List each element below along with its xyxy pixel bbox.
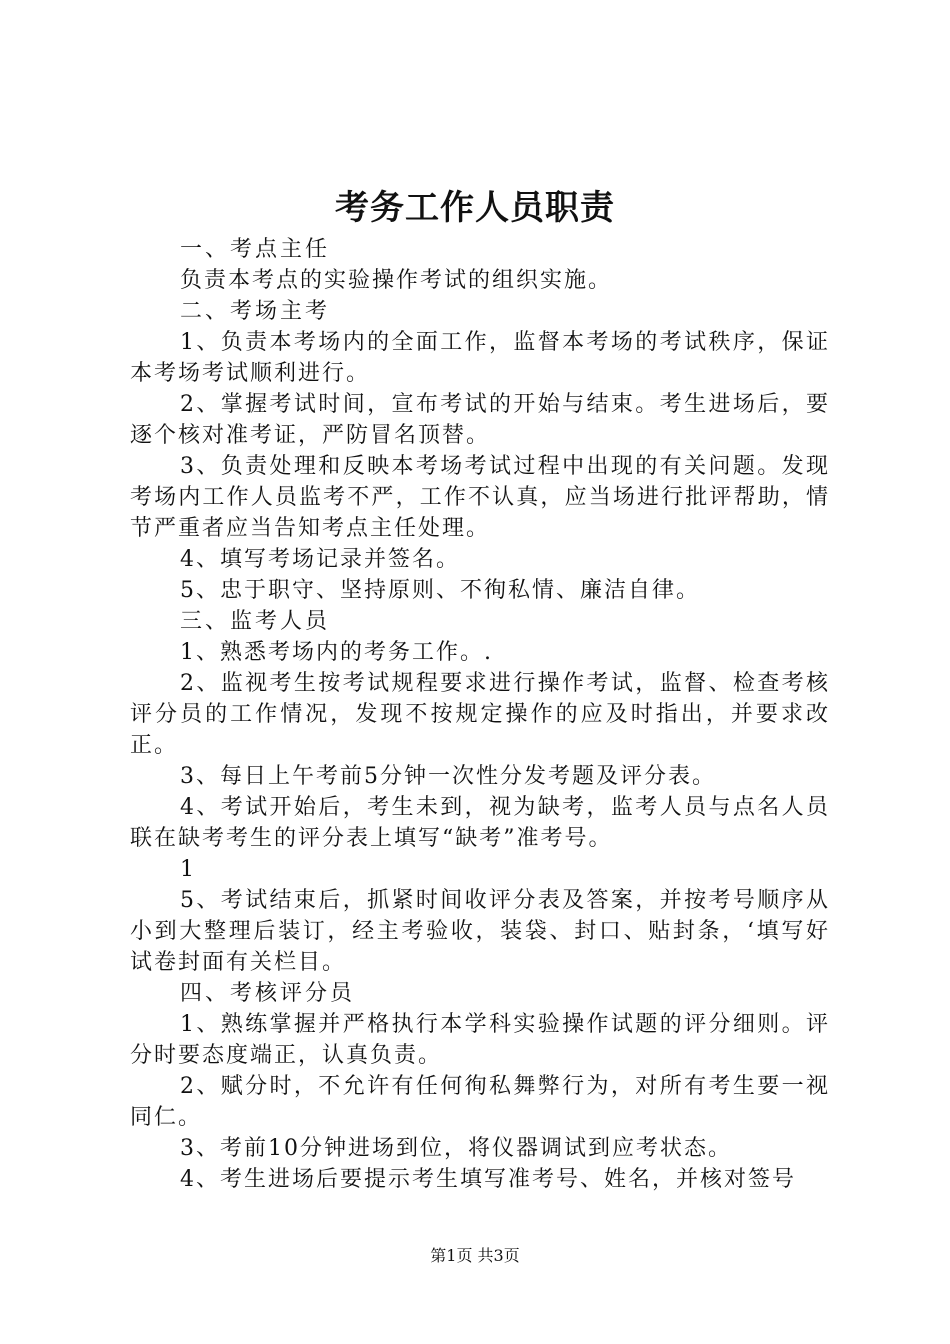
paragraph: 3、每日上午考前5分钟一次性分发考题及评分表。: [180, 764, 716, 789]
section-heading: 二、考场主考: [180, 299, 331, 324]
section-heading: 四、考核评分员: [180, 981, 356, 1006]
page-title: 考务工作人员职责: [335, 188, 615, 228]
paragraph: 1、熟悉考场内的考务工作。.: [180, 640, 493, 665]
paragraph: 5、忠于职守、坚持原则、不徇私情、廉洁自律。: [180, 578, 700, 603]
paragraph: 4、考试开始后，考生未到，视为缺考，监考人员与点名人员联在缺考考生的评分表上填写“缺考”准考号。: [130, 795, 830, 851]
paragraph: 4、考生进场后要提示考生填写准考号、姓名，并核对签号: [180, 1167, 796, 1192]
paragraph: 2、掌握考试时间，宣布考试的开始与结束。考生进场后，要逐个核对准考证，严防冒名顶替。: [130, 392, 830, 448]
page-footer: 第1页 共3页: [430, 1246, 520, 1265]
document-body: [130, 234, 830, 1195]
paragraph: 负责本考点的实验操作考试的组织实施。: [180, 268, 613, 293]
paragraph: 1、熟练掌握并严格执行本学科实验操作试题的评分细则。评分时要态度端正，认真负责。: [130, 1012, 830, 1068]
inline-page-number: 1: [180, 857, 196, 882]
paragraph: 1、负责本考场内的全面工作，监督本考场的考试秩序，保证本考场考试顺利进行。: [130, 330, 830, 386]
paragraph: 5、考试结束后，抓紧时间收评分表及答案，并按考号顺序从小到大整理后装订，经主考验收，装袋、封口、贴封条，‘填写好试卷封面有关栏目。: [130, 888, 830, 975]
paragraph: 2、监视考生按考试规程要求进行操作考试，监督、检查考核评分员的工作情况，发现不按规定操作的应及时指出，并要求改正。: [130, 671, 830, 758]
section-heading: 一、考点主任: [180, 237, 331, 262]
paragraph: 2、赋分时，不允许有任何徇私舞弊行为，对所有考生要一视同仁。: [130, 1074, 830, 1130]
paragraph: 4、填写考场记录并签名。: [180, 547, 460, 572]
section-heading: 三、监考人员: [180, 609, 331, 634]
paragraph: 3、负责处理和反映本考场考试过程中出现的有关问题。发现考场内工作人员监考不严，工作不认真，应当场进行批评帮助，情节严重者应当告知考点主任处理。: [130, 454, 830, 541]
paragraph: 3、考前10分钟进场到位，将仪器调试到应考状态。: [180, 1136, 732, 1161]
